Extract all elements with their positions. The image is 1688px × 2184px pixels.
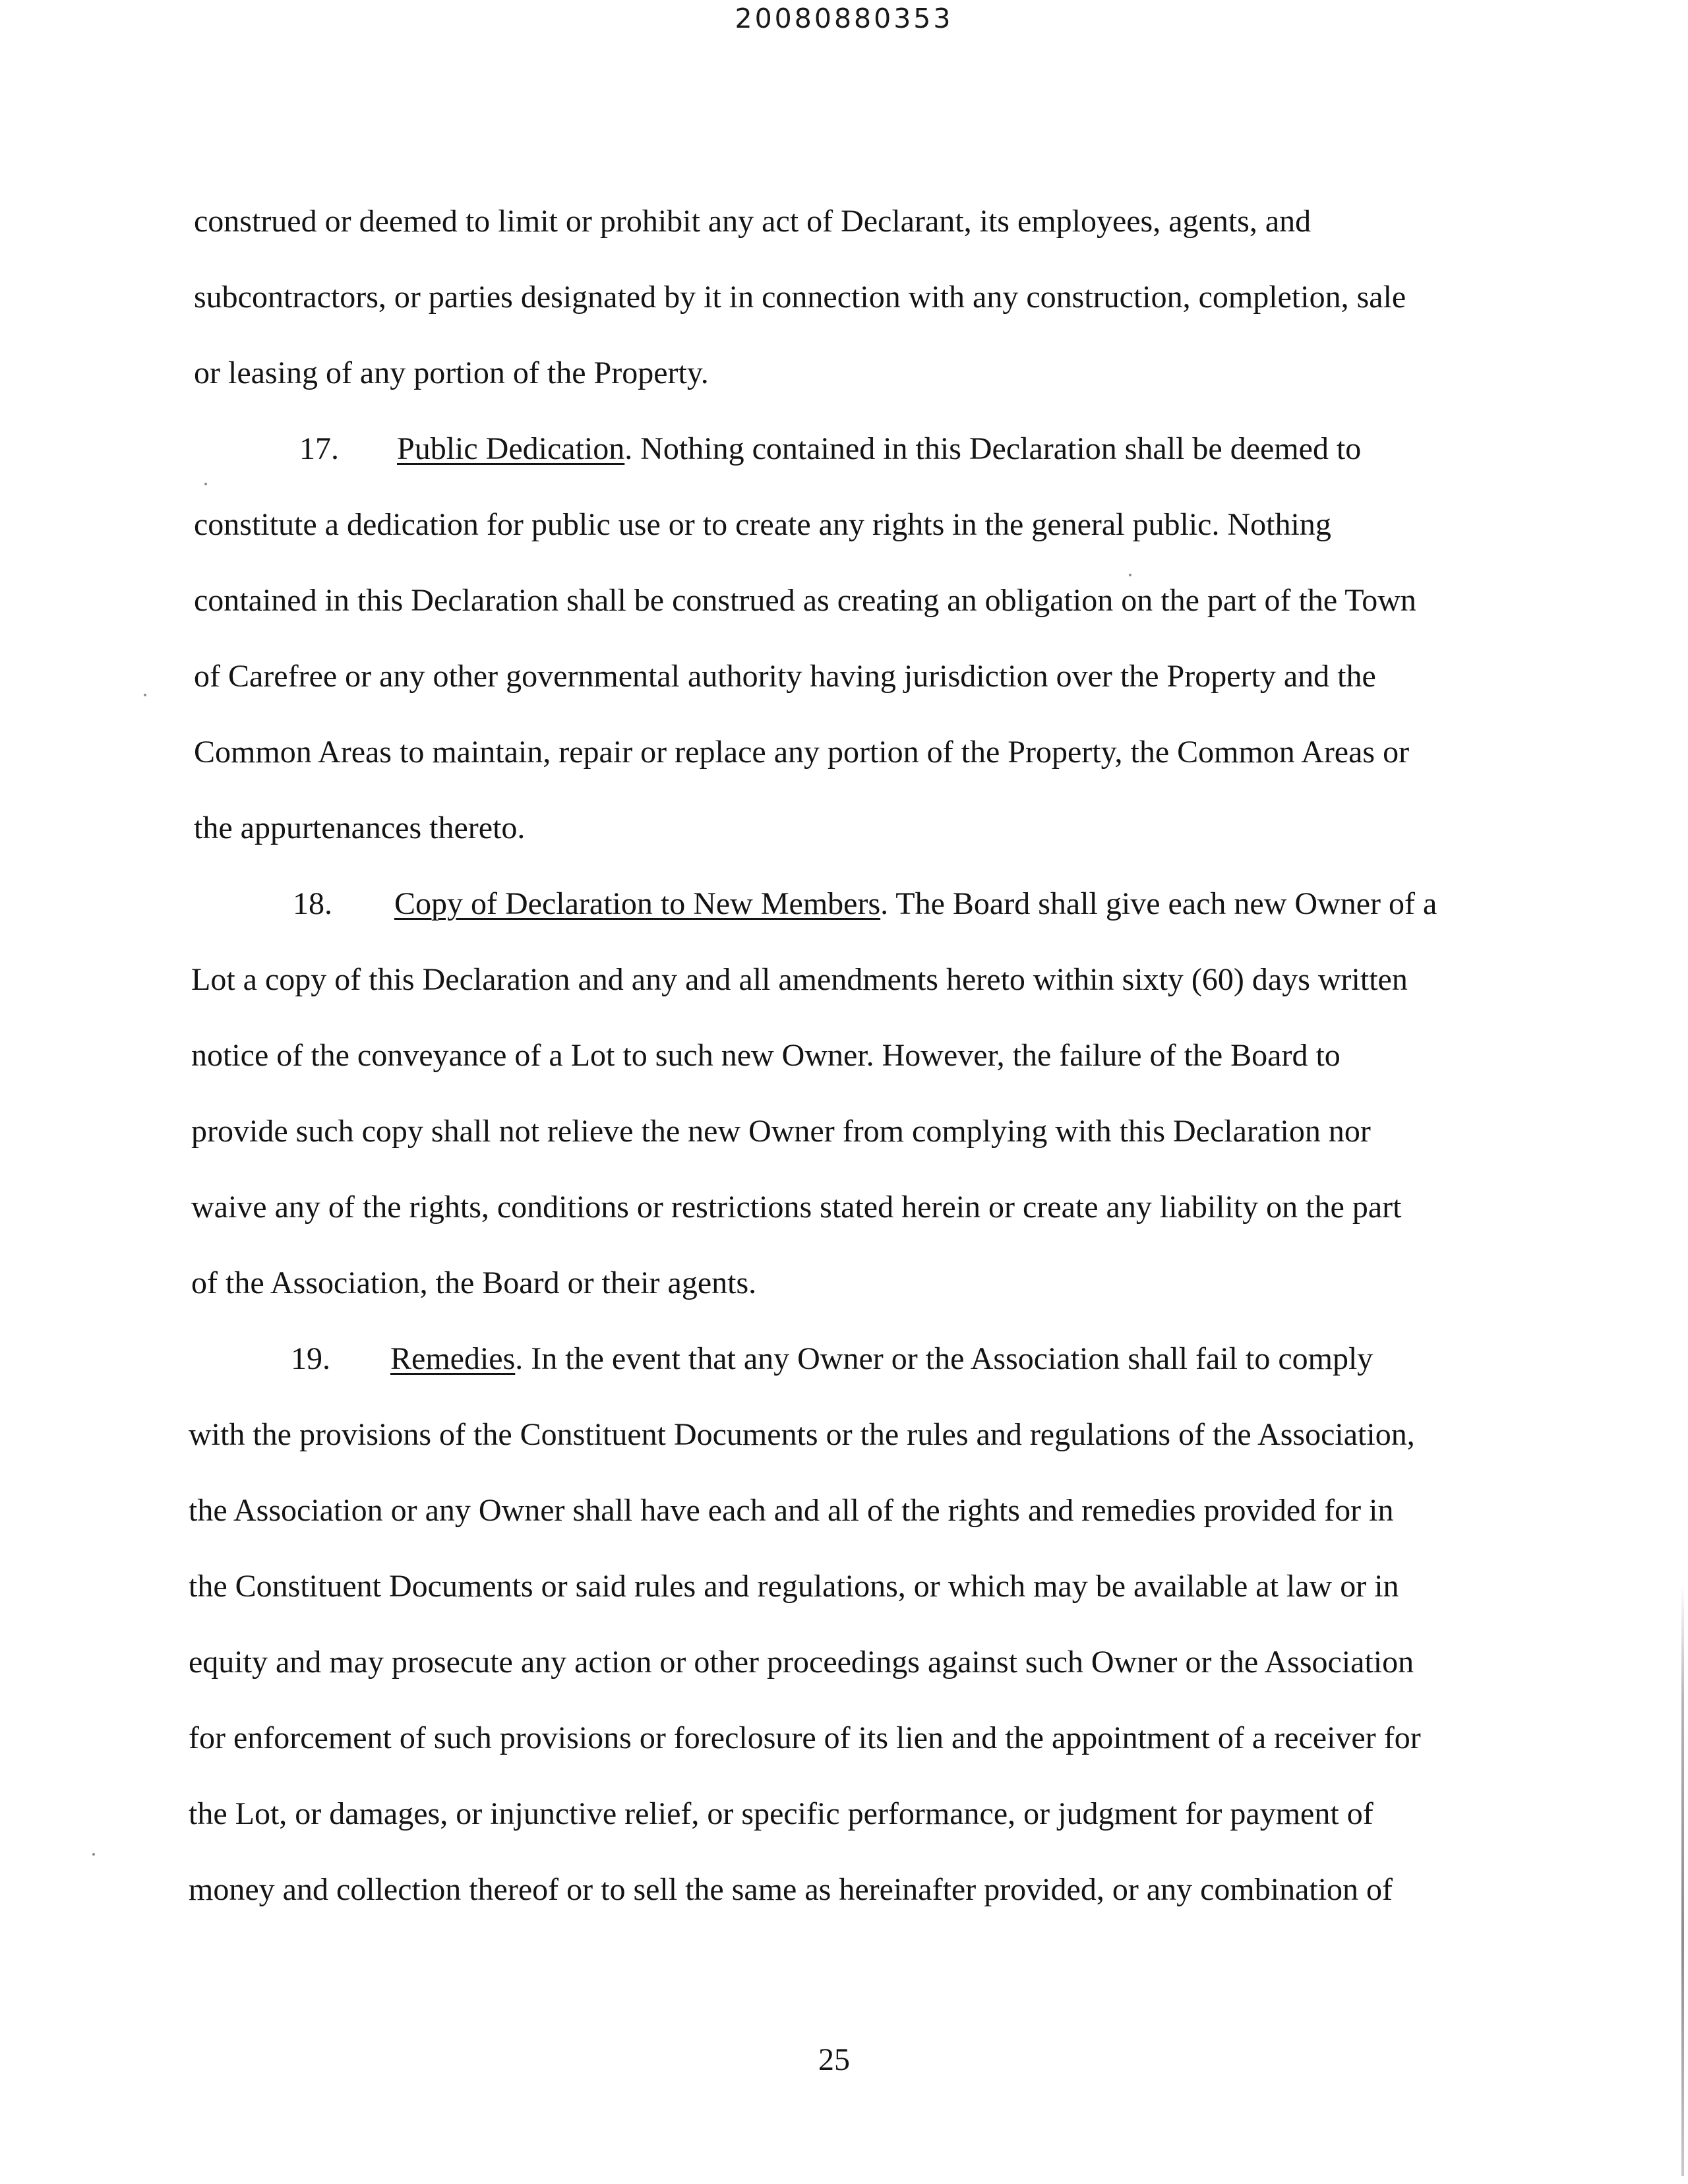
text-line: the Lot, or damages, or injunctive relief, or specific performance, or judgment for payment of (189, 1796, 1373, 1831)
text-line: Lot a copy of this Declaration and any and all amendments hereto within sixty (60) days written (191, 962, 1408, 997)
text-line: or leasing of any portion of the Property. (194, 355, 709, 390)
text-line: with the provisions of the Constituent Documents or the rules and regulations of the Association, (189, 1417, 1415, 1452)
text-line: Common Areas to maintain, repair or replace any portion of the Property, the Common Areas or (194, 735, 1410, 770)
section-first-line (390, 1343, 1373, 1375)
section-first-line-text: . Nothing contained in this Declaration shall be deemed to (624, 431, 1362, 466)
text-line: the appurtenances thereto. (194, 810, 526, 845)
text-line: of the Association, the Board or their agents. (191, 1265, 757, 1300)
text-line: for enforcement of such provisions or foreclosure of its lien and the appointment of a receiver for (189, 1720, 1421, 1755)
text-line: equity and may prosecute any action or other proceedings against such Owner or the Association (189, 1645, 1414, 1680)
section-first-line (394, 888, 1437, 920)
scan-speck (92, 1853, 95, 1856)
text-line: subcontractors, or parties designated by it in connection with any construction, completion, sale (194, 280, 1406, 315)
document-number: 20080880353 (735, 3, 953, 34)
scan-speck (144, 694, 146, 696)
text-line: construed or deemed to limit or prohibit any act of Declarant, its employees, agents, and (194, 204, 1311, 239)
text-line: constitute a dedication for public use or to create any rights in the general public. Nothing (194, 507, 1331, 542)
section-number: 18. (293, 886, 332, 921)
scan-speck (1129, 574, 1131, 576)
section-first-line-text: . In the event that any Owner or the Association shall fail to comply (515, 1341, 1373, 1376)
section-heading: Copy of Declaration to New Members (394, 886, 881, 921)
page-number: 25 (818, 2042, 850, 2077)
text-line: the Constituent Documents or said rules and regulations, or which may be available at law or in (189, 1569, 1399, 1604)
section-first-line (397, 433, 1361, 465)
text-line: contained in this Declaration shall be construed as creating an obligation on the part of the Town (194, 583, 1416, 618)
section-heading: Public Dedication (397, 431, 625, 466)
section-number: 19. (291, 1341, 330, 1376)
section-number: 17. (299, 431, 339, 466)
scan-speck (204, 483, 207, 485)
text-line: the Association or any Owner shall have each and all of the rights and remedies provided for in (189, 1493, 1394, 1528)
text-line: of Carefree or any other governmental authority having jurisdiction over the Property and the (194, 659, 1376, 694)
section-heading: Remedies (390, 1341, 516, 1376)
scan-edge-mark (1681, 1583, 1684, 2176)
text-line: notice of the conveyance of a Lot to such new Owner. However, the failure of the Board to (191, 1038, 1341, 1073)
section-first-line-text: . The Board shall give each new Owner of a (880, 886, 1437, 921)
text-line: waive any of the rights, conditions or restrictions stated herein or create any liability on the part (191, 1190, 1402, 1225)
text-line: money and collection thereof or to sell the same as hereinafter provided, or any combination of (189, 1872, 1393, 1907)
text-line: provide such copy shall not relieve the new Owner from complying with this Declaration nor (191, 1114, 1371, 1149)
